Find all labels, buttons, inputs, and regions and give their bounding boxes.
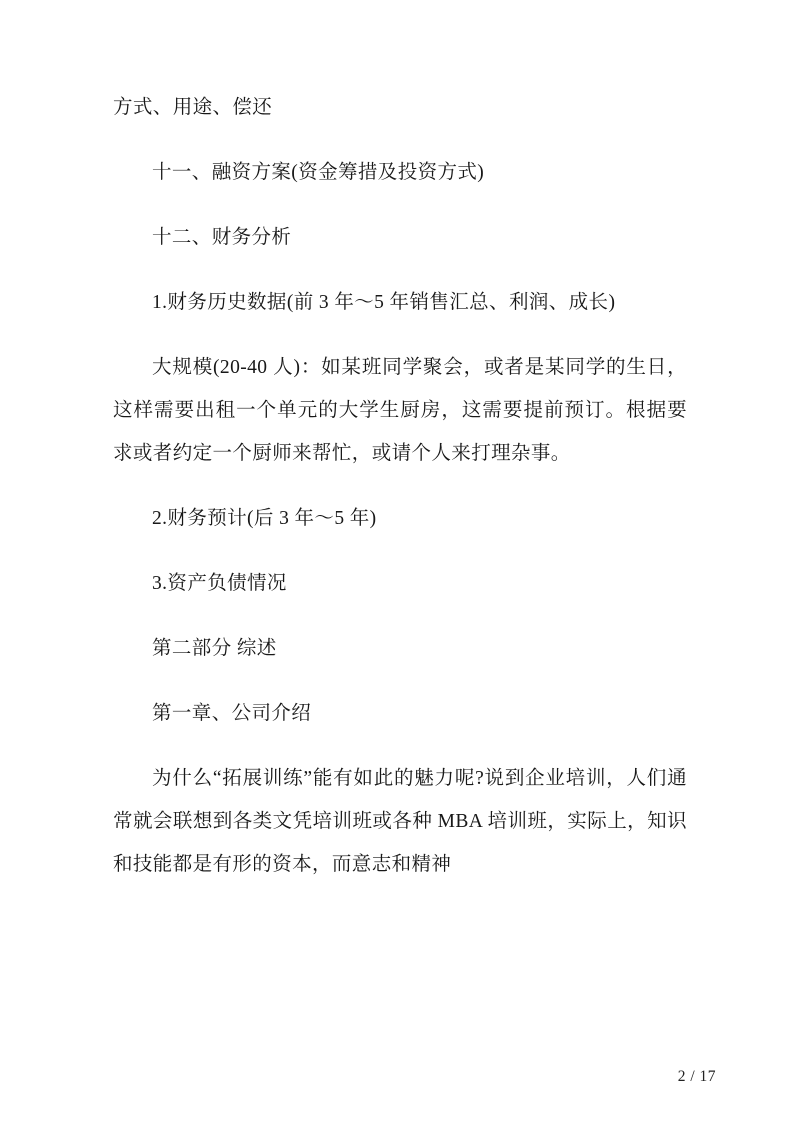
- paragraph-9: 第一章、公司介绍: [152, 703, 312, 724]
- paragraph-10: 为什么“拓展训练”能有如此的魅力呢?说到企业培训，人们通常就会联想到各类文凭培训班或各种 MBA 培训班，实际上，知识和技能都是有形的资本，而意志和精神: [113, 768, 687, 875]
- paragraph-1: 方式、用途、偿还: [113, 97, 273, 118]
- paragraph-8: 第二部分 综述: [152, 638, 277, 659]
- document-body: [113, 86, 687, 908]
- paragraph-4: 1.财务历史数据(前 3 年～5 年销售汇总、利润、成长): [152, 292, 616, 313]
- page-number: 2 / 17: [677, 1068, 716, 1085]
- paragraph-5: 大规模(20-40 人)：如某班同学聚会，或者是某同学的生日，这样需要出租一个单元的大学生厨房，这需要提前预订。根据要求或者约定一个厨师来帮忙，或请个人来打理杂事。: [113, 357, 687, 464]
- paragraph-2: 十一、融资方案(资金筹措及投资方式): [152, 162, 485, 183]
- paragraph-3: 十二、财务分析: [152, 227, 292, 248]
- paragraph-7: 3.资产负债情况: [152, 573, 287, 594]
- paragraph-6: 2.财务预计(后 3 年～5 年): [152, 508, 377, 529]
